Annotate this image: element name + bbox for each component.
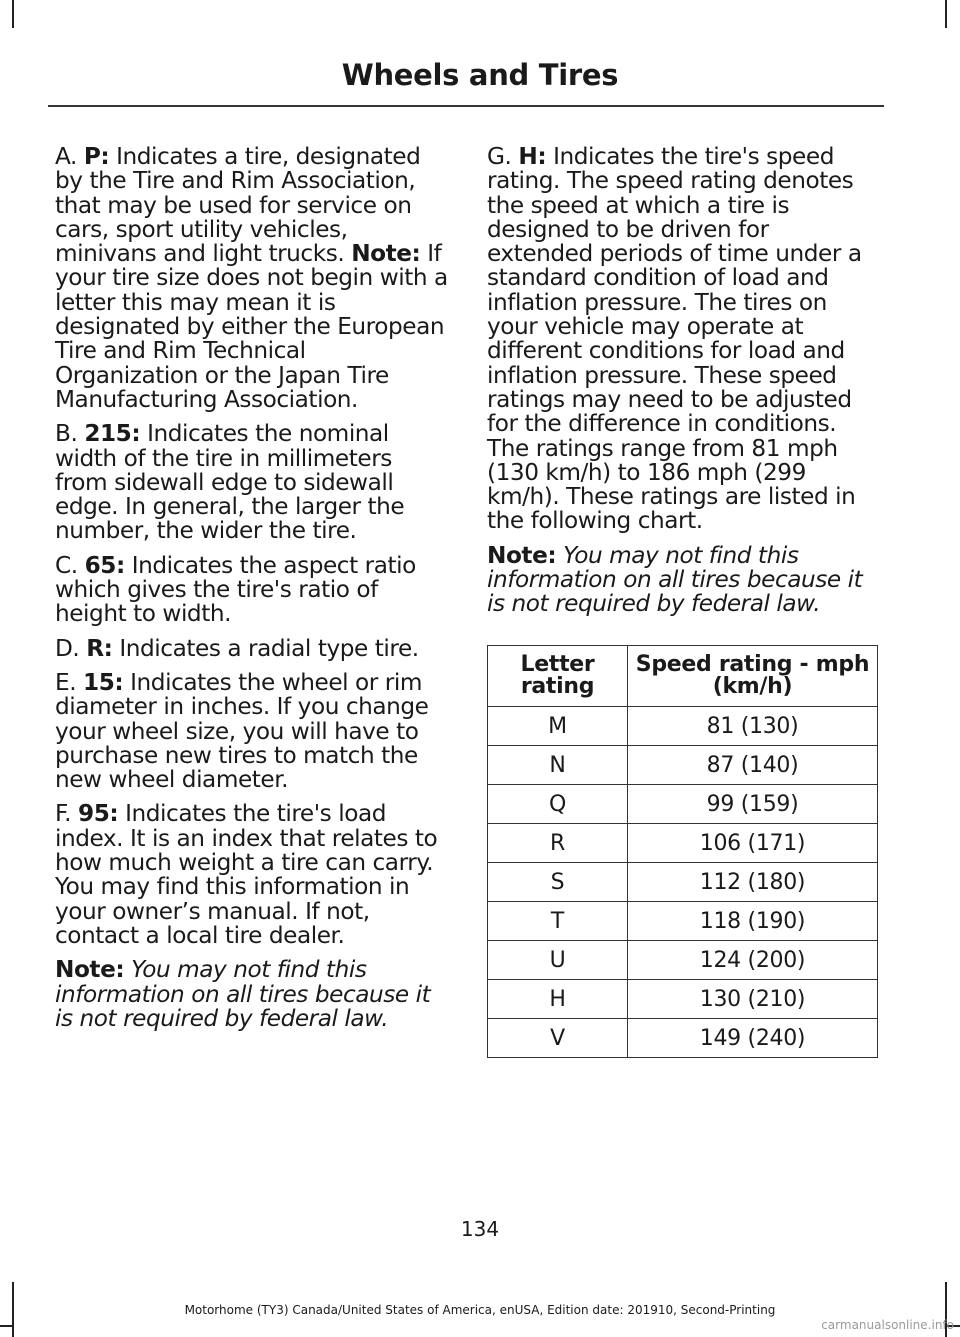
note-text: You may not find this information on all tires because it is not required by federal law. (487, 541, 863, 618)
tire-code-item-r (55, 634, 450, 662)
note-text: You may not find this information on all tires because it is not required by federal law. (55, 956, 431, 1032)
note-label: Note: (487, 541, 557, 569)
left-note (55, 958, 450, 1031)
speed-cell: 149 (240) (628, 1019, 878, 1058)
item-letter: C. (55, 551, 78, 579)
speed-cell: 81 (130) (628, 707, 878, 746)
table-header-row (488, 646, 878, 707)
right-note (487, 541, 879, 618)
page-number: 134 (460, 1217, 500, 1241)
item-text: Indicates the aspect ratio which gives the tire's ratio of height to width. (55, 551, 416, 628)
item-letter: G. (487, 143, 512, 170)
letter-cell: H (488, 980, 628, 1019)
item-letter: A. (55, 143, 77, 170)
letter-cell: Q (488, 785, 628, 824)
table-row (488, 707, 878, 746)
letter-cell: R (488, 824, 628, 863)
item-key: 215: (84, 420, 141, 448)
item-text: Indicates a radial type tire. (119, 634, 419, 662)
item-key: P: (83, 143, 110, 170)
crop-mark-top-right (945, 0, 947, 28)
table-row (488, 863, 878, 902)
item-text: Indicates the wheel or rim diameter in inches. If you change your wheel size, you will have to purchase new tires to match the new wheel diameter. (55, 668, 429, 794)
speed-cell: 130 (210) (628, 980, 878, 1019)
letter-cell: N (488, 746, 628, 785)
table-row (488, 1019, 878, 1058)
table-row (488, 902, 878, 941)
letter-cell: M (488, 707, 628, 746)
header-divider (48, 105, 884, 107)
tire-code-item-p (55, 145, 450, 412)
item-key: 15: (83, 668, 124, 696)
item-text: Indicates a tire, designated by the Tire and Rim Association, that may be used for service on cars, sport utility vehicles, minivans and light trucks. (55, 143, 421, 268)
tire-code-item-15 (55, 668, 450, 794)
tire-code-item-h (487, 145, 879, 534)
item-letter: D. (55, 634, 80, 662)
watermark: carmanualsonline.info (821, 1318, 954, 1332)
right-column (487, 145, 879, 627)
tire-code-item-215 (55, 422, 450, 543)
item-text: Indicates the tire's load index. It is an index that relates to how much weight a tire can carry. You may find this information in your owner’s manual. If not, contact a local tire dealer. (55, 800, 438, 949)
table-row (488, 785, 878, 824)
left-column (55, 145, 450, 1041)
speed-cell: 124 (200) (628, 941, 878, 980)
column-header-letter-rating: Letter rating (488, 646, 628, 707)
item-letter: E. (55, 668, 77, 696)
letter-cell: U (488, 941, 628, 980)
item-letter: B. (55, 420, 78, 448)
speed-cell: 106 (171) (628, 824, 878, 863)
footer-edition-info: Motorhome (TY3) Canada/United States of America, enUSA, Edition date: 201910, Second-Printing (184, 1303, 776, 1317)
item-letter: F. (55, 800, 72, 828)
table-row (488, 746, 878, 785)
tire-code-item-95 (55, 802, 450, 948)
letter-cell: V (488, 1019, 628, 1058)
crop-mark-top-left (12, 0, 14, 28)
speed-cell: 99 (159) (628, 785, 878, 824)
item-key: H: (518, 143, 547, 170)
item-key: R: (86, 634, 113, 662)
page-title: Wheels and Tires (341, 58, 619, 92)
note-label: Note: (55, 956, 125, 984)
item-text: Indicates the nominal width of the tire in millimeters from sidewall edge to sidewall edge. In general, the larger the number, the wider the tire. (55, 420, 405, 545)
item-key: 95: (78, 800, 119, 828)
table-row (488, 824, 878, 863)
letter-cell: T (488, 902, 628, 941)
column-header-speed-rating: Speed rating - mph (km/h) (628, 646, 878, 707)
item-key: 65: (84, 551, 125, 579)
tire-code-item-65 (55, 551, 450, 628)
speed-cell: 118 (190) (628, 902, 878, 941)
note-inline-text: If your tire size does not begin with a letter this may mean it is designated by either the European Tire and Rim Technical Organization or the Japan Tire Manufacturing Association. (55, 240, 448, 413)
crop-mark-bottom-left-h (0, 1325, 12, 1327)
speed-cell: 87 (140) (628, 746, 878, 785)
table-row (488, 980, 878, 1019)
speed-cell: 112 (180) (628, 863, 878, 902)
letter-cell: S (488, 863, 628, 902)
note-label: Note: (351, 240, 421, 268)
item-text: Indicates the tire's speed rating. The speed rating denotes the speed at which a tire is designed to be driven for extended periods of time under a standard condition of load and inflation pressure. The tires on your vehicle may operate at different conditions for load and inflation pressure. These speed ratings may need to be adjusted for the difference in conditions. The ratings range from 81 mph (130 km/h) to 186 mph (299 km/h). These ratings are listed in the following chart. (487, 143, 862, 535)
speed-rating-table (487, 645, 878, 1058)
table-row (488, 941, 878, 980)
